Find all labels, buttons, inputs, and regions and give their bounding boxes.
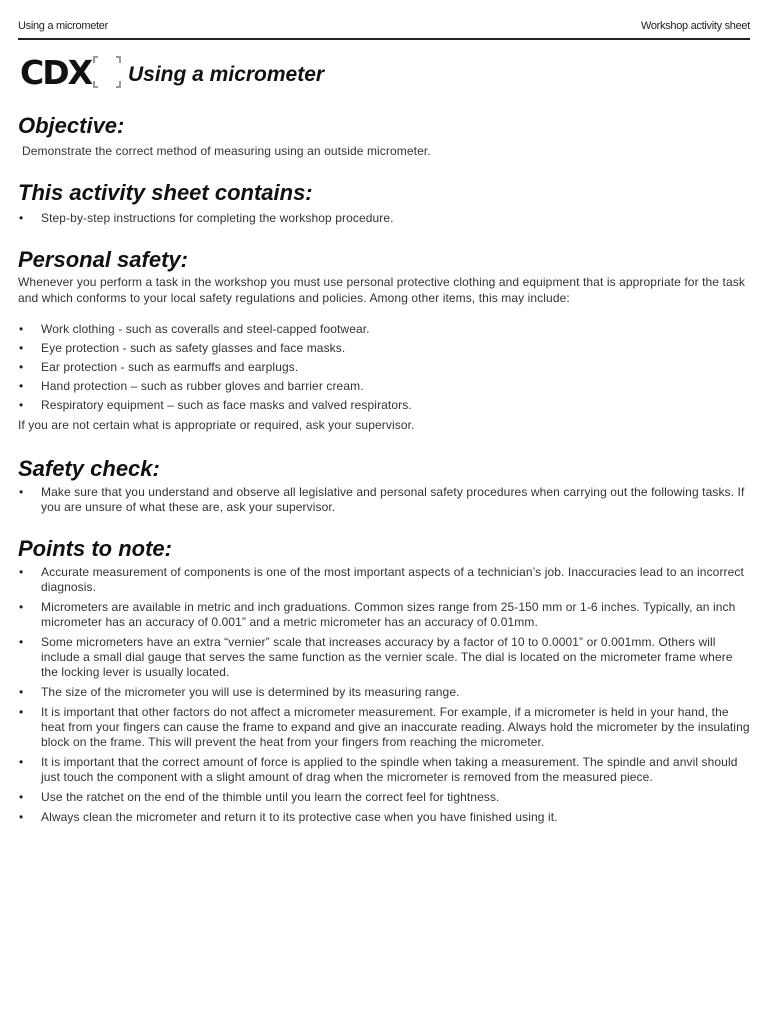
list-item: • It is important that other factors do not affect a micrometer measurement. For example, if a micrometer is held in your hand, the heat from your fingers can cause the frame to expand and give an inaccurate reading. Always hold the micrometer by the insulating block on the frame. This will prevent the heat from your fingers from reaching the micrometer. xyxy=(18,705,750,750)
points-section xyxy=(18,535,750,825)
personal-safety-intro: Whenever you perform a task in the workshop you must use personal protective clothing and equipment that is appropriate for the task and which conforms to your local safety regulations and policies. Among other items, this may include: xyxy=(18,275,745,305)
personal-safety-outro: If you are not certain what is appropriate or required, ask your supervisor. xyxy=(18,418,415,432)
objective-heading: Objective: xyxy=(18,113,125,138)
page-title: Using a micrometer xyxy=(128,63,325,86)
contains-section xyxy=(18,179,750,226)
objective-text: Demonstrate the correct method of measuring using an outside micrometer. xyxy=(22,144,431,158)
list-item: • It is important that the correct amount of force is applied to the spindle when taking a measurement. The spindle and anvil should just touch the component with a slight amount of drag when the micrometer is removed from the measured piece. xyxy=(18,755,750,785)
title-row xyxy=(18,52,324,92)
safety-check-section xyxy=(18,455,750,515)
contains-heading: This activity sheet contains: xyxy=(18,180,313,205)
safety-check-heading: Safety check: xyxy=(18,456,160,481)
header-right-title: Workshop activity sheet xyxy=(640,20,750,32)
header-left-title: Using a micrometer xyxy=(18,20,108,32)
list-item: • Some micrometers have an extra “vernier” scale that increases accuracy by a factor of 10 to 0.0001” or 0.001mm. Others will include a small dial gauge that serves the same function as the vernier scale. The dial is located on the micrometer frame where the locking lever is usually located. xyxy=(18,635,750,680)
ppe-list xyxy=(18,322,750,413)
list-item: • The size of the micrometer you will use is determined by its measuring range. xyxy=(18,685,750,700)
list-item: • Ear protection - such as earmuffs and earplugs. xyxy=(18,360,750,375)
list-item: • Use the ratchet on the end of the thimble until you learn the correct feel for tightness. xyxy=(18,790,750,805)
list-item: • Always clean the micrometer and return it to its protective case when you have finished using it. xyxy=(18,810,750,825)
points-heading: Points to note: xyxy=(18,536,172,561)
contains-list xyxy=(18,211,750,226)
list-item: • Work clothing - such as coveralls and steel-capped footwear. xyxy=(18,322,750,337)
document-body xyxy=(18,112,750,830)
list-item: • Accurate measurement of components is one of the most important aspects of a technician’s job. Inaccuracies lead to an incorrect diagnosis. xyxy=(18,565,750,595)
points-list xyxy=(18,565,750,825)
objective-section xyxy=(18,112,750,159)
list-item: • Step-by-step instructions for completing the workshop procedure. xyxy=(18,211,750,226)
cdx-logo xyxy=(18,53,126,91)
personal-safety-section xyxy=(18,246,750,433)
list-item: • Respiratory equipment – such as face masks and valved respirators. xyxy=(18,398,750,413)
list-item: • Make sure that you understand and observe all legislative and personal safety procedures when carrying out the following tasks. If you are unsure of what these are, ask your supervisor. xyxy=(18,485,750,515)
personal-safety-heading: Personal safety: xyxy=(18,247,188,272)
svg-text:CDX: CDX xyxy=(20,53,92,91)
list-item: • Eye protection - such as safety glasses and face masks. xyxy=(18,341,750,356)
page-header xyxy=(18,18,750,40)
list-item: • Micrometers are available in metric and inch graduations. Common sizes range from 25-150 mm or 1-6 inches. Typically, an inch micrometer has an accuracy of 0.001” and a metric micrometer has an accuracy of 0.01mm. xyxy=(18,600,750,630)
list-item: • Hand protection – such as rubber gloves and barrier cream. xyxy=(18,379,750,394)
safety-check-list xyxy=(18,485,750,515)
